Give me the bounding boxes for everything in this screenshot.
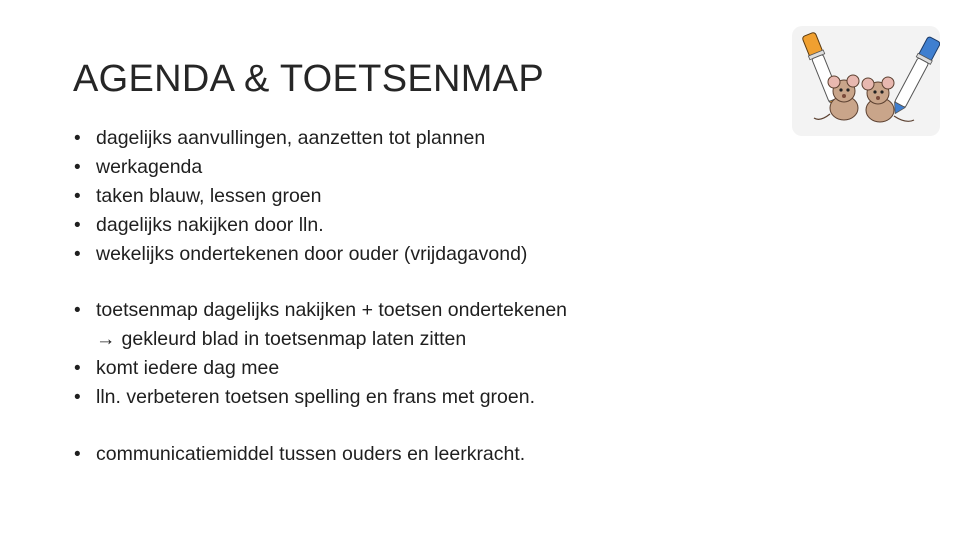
- list-item: [73, 182, 713, 211]
- bullet-icon: •: [74, 157, 81, 178]
- bullet-list-agenda: [73, 124, 713, 269]
- bullet-icon: •: [74, 244, 81, 265]
- list-item: [73, 383, 713, 412]
- bullet-icon: •: [74, 300, 81, 321]
- list-item: [73, 354, 713, 383]
- list-item-text: komt iedere dag mee: [96, 357, 280, 379]
- bullet-icon: •: [74, 444, 81, 465]
- bullet-icon: •: [74, 387, 81, 408]
- list-item-continuation: [96, 325, 713, 354]
- list-item-text: communicatiemiddel tussen ouders en leerkracht.: [96, 443, 526, 465]
- list-item: [73, 211, 713, 240]
- list-item: [73, 153, 713, 182]
- mice-with-markers-icon: [792, 26, 940, 136]
- list-item-text: lln. verbeteren toetsen spelling en frans met groen.: [96, 386, 536, 408]
- blue-marker-icon: [888, 36, 940, 118]
- list-item-text: werkagenda: [96, 156, 203, 178]
- bullet-list-toetsenmap: [73, 296, 713, 412]
- list-item-text: dagelijks aanvullingen, aanzetten tot plannen: [96, 127, 486, 149]
- list-item: [73, 124, 713, 153]
- bullet-list-communication: [73, 440, 713, 469]
- list-item-text: wekelijks ondertekenen door ouder (vrijdagavond): [96, 243, 528, 265]
- arrow-right-icon: →: [96, 328, 116, 350]
- bullet-icon: •: [74, 186, 81, 207]
- slide-title: AGENDA & TOETSENMAP: [73, 58, 544, 100]
- list-item: [73, 440, 713, 469]
- list-item-text: taken blauw, lessen groen: [96, 185, 322, 207]
- bullet-icon: •: [74, 358, 81, 379]
- bullet-icon: •: [74, 215, 81, 236]
- list-item: [73, 240, 713, 269]
- mice-illustration-svg: [792, 26, 940, 136]
- bullet-icon: •: [74, 128, 81, 149]
- list-item-text: gekleurd blad in toetsenmap laten zitten: [121, 328, 467, 350]
- list-item-text: toetsenmap dagelijks nakijken + toetsen ondertekenen: [96, 299, 568, 321]
- list-item: [73, 296, 713, 354]
- list-item-text: dagelijks nakijken door lln.: [96, 214, 324, 236]
